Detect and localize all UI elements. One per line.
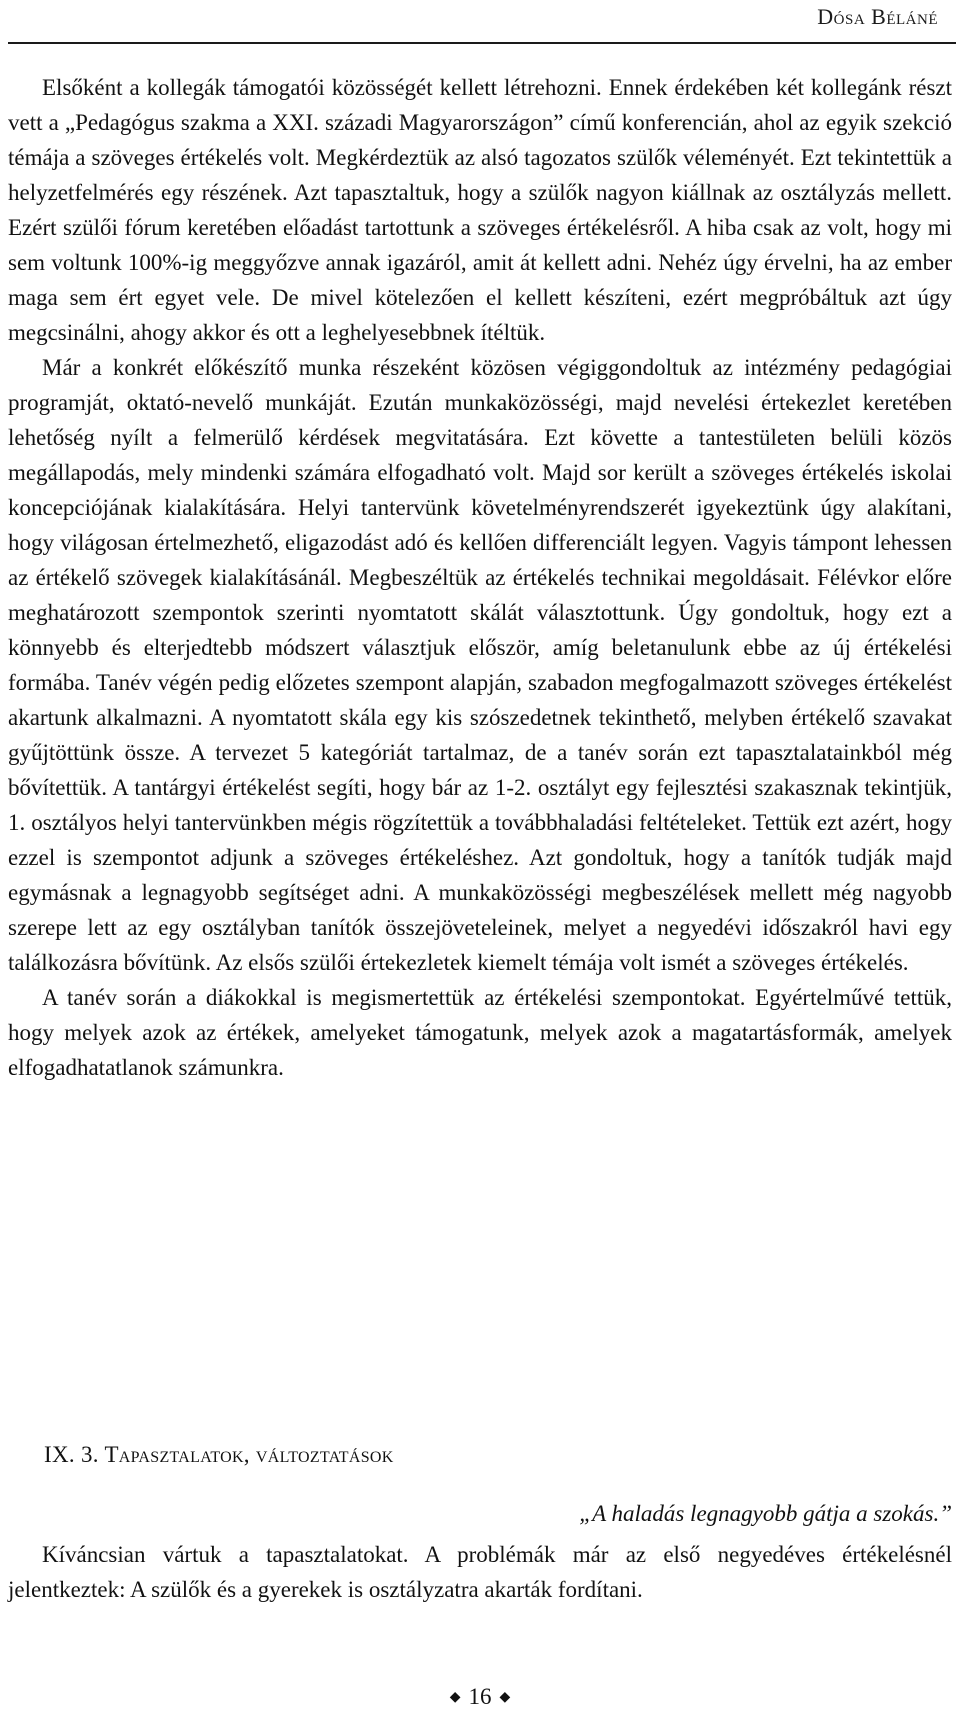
section-body-text xyxy=(8,1537,952,1607)
body-text xyxy=(8,70,952,1085)
paragraph-2: Már a konkrét előkészítő munka részeként közösen végiggondoltuk az intézmény pedagógiai programját, oktató-nevelő munkáját. Ezután munkaközösségi, majd nevelési értekezlet keretében lehetőség nyílt a felmerülő kérdések megvitatására. Ezt követte a tantestületen belüli közös megállapodás, mely mindenki számára elfogadható volt. Majd sor került a szöveges értékelés iskolai koncepciójának kialakítására. Helyi tantervünk követelményrendszerét igyekeztünk úgy alakítani, hogy világosan értelmezhető, eligazodást adó és kellően differenciált legyen. Vagyis támpont lehessen az értékelő szövegek kialakításánál. Megbeszéltük az értékelés technikai megoldásait. Félévkor előre meghatározott szempontok szerinti nyomtatott skálát választottunk. Úgy gondoltuk, hogy ezt a könnyebb és elterjedtebb módszert választjuk először, amíg beletanulunk ebbe az új értékelési formába. Tanév végén pedig előzetes szempont alapján, szabadon megfogalmazott szöveges értékelést akartunk alkalmazni. A nyomtatott skála egy kis szószedetnek tekinthető, melyben értékelő szavakat gyűjtöttünk össze. A tervezet 5 kategóriát tartalmaz, de a tanév során ezt tapasztalatainkból még bővítettük. A tantárgyi értékelést segíti, hogy bár az 1-2. osztályt egy fejlesztési szakasznak tekintjük, 1. osztályos helyi tantervünkben mégis rögzítettük a továbbhaladási feltételeket. Tettük ezt azért, hogy ezzel is szempontot adjunk a szöveges értékeléshez. Azt gondoltuk, hogy a tanítók tudják majd egymásnak a legnagyobb segítséget adni. A munkaközösségi megbeszélések mellett még nagyobb szerepe lett az egy osztályban tanítók összejöveteleinek, melyet a negyedévi időszakról havi egy találkozásra bővítünk. Az elsős szülői értekezletek kiemelt témája volt ismét a szöveges értékelés. xyxy=(8,355,952,975)
paragraph-3: A tanév során a diákokkal is megismertettük az értékelési szempontokat. Egyértelművé tettük, hogy melyek azok az értékek, amelyeket támogatunk, melyek azok a magatartásformák, amelyek elfogadhatatlanok számunkra. xyxy=(8,985,952,1080)
page-footer xyxy=(0,1684,960,1710)
running-head: Dósa Béláné xyxy=(817,4,938,29)
diamond-ornament-icon: ◆ xyxy=(449,1690,461,1705)
epigraph-quote: „A haladás legnagyobb gátja a szokás.” xyxy=(579,1501,952,1526)
paragraph-1: Elsőként a kollegák támogatói közösségét kellett létrehozni. Ennek érdekében két kollegánk részt vett a „Pedagógus szakma a XXI. századi Magyarországon” című konferencián, ahol az egyik szekció témája a szöveges értékelés volt. Megkérdeztük az alsó tagozatos szülők véleményét. Ezt tekintettük a helyzetfelmérés egy részének. Azt tapasztaltuk, hogy a szülők nagyon kiállnak az osztályzás mellett. Ezért szülői fórum keretében előadást tartottunk a szöveges értékelésről. A hiba csak az volt, hogy mi sem voltunk 100%-ig meggyőzve annak igazáról, amit át kellett adni. Nehéz úgy érvelni, ha az ember maga sem ért egyet vele. De mivel kötelezően el kellett készíteni, ezért megpróbáltuk azt úgy megcsinálni, ahogy akkor és ott a leghelyesebbnek ítéltük. xyxy=(8,75,952,345)
diamond-ornament-icon: ◆ xyxy=(499,1690,511,1705)
section-title: IX. 3. Tapasztalatok, változtatások xyxy=(44,1442,394,1467)
section-paragraph-1: Kíváncsian vártuk a tapasztalatokat. A problémák már az első negyedéves értékelésnél jelentkeztek: A szülők és a gyerekek is osztályzatra akarták fordítani. xyxy=(8,1542,952,1602)
page-number: 16 xyxy=(468,1684,492,1709)
header-rule xyxy=(8,42,956,44)
